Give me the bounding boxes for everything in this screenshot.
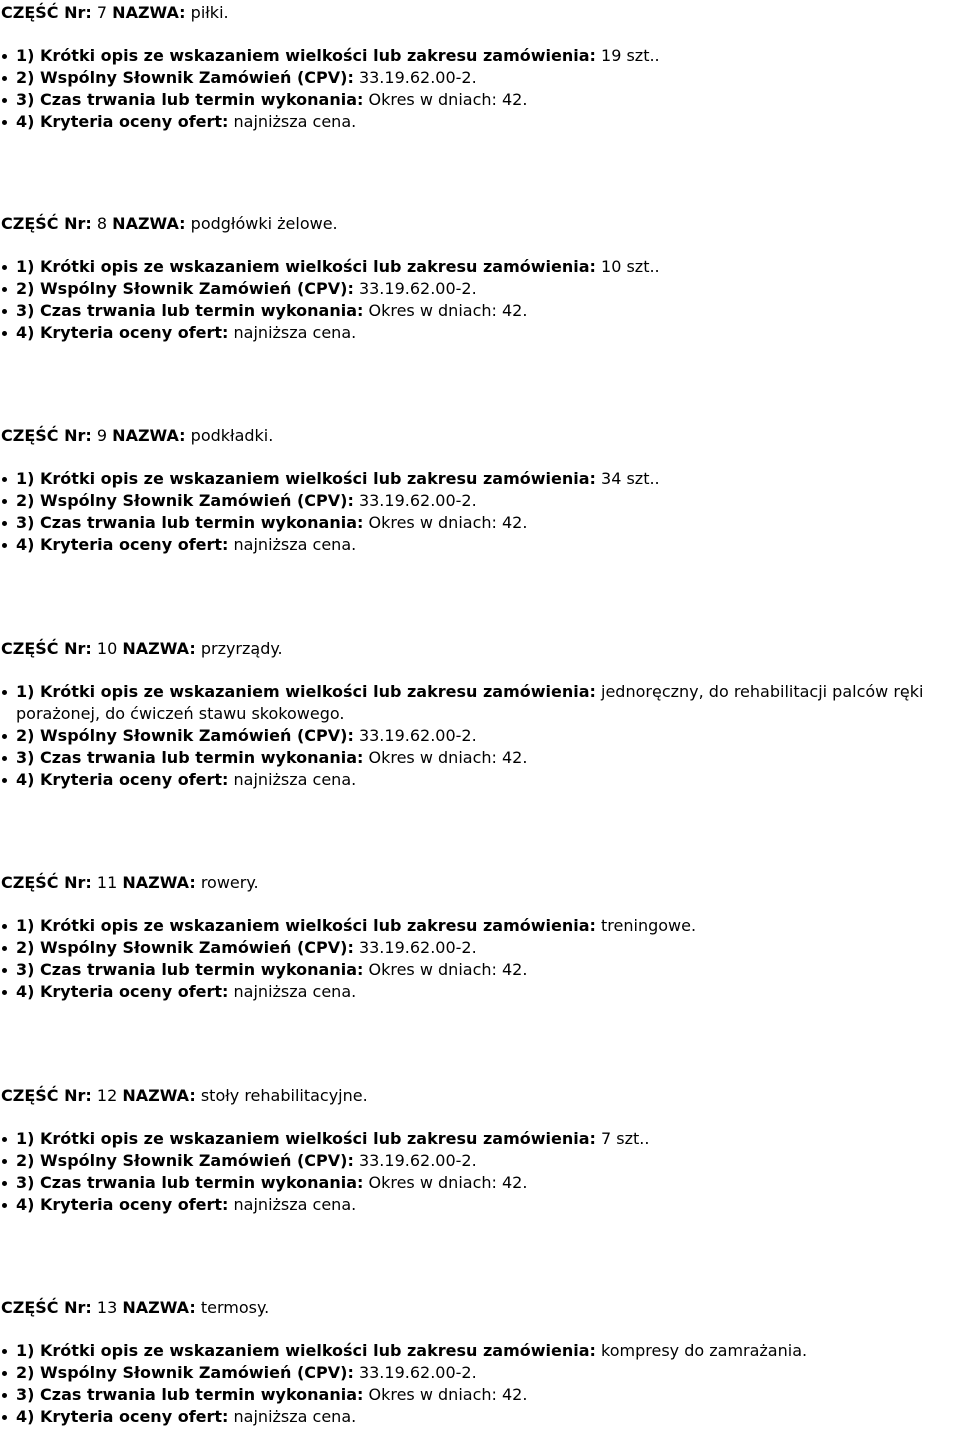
part-name-label: NAZWA: [112,426,186,445]
part-nr-label: CZĘŚĆ Nr: [1,426,92,445]
list-item [0,534,960,556]
part-heading [0,1085,960,1107]
part-nr-label: CZĘŚĆ Nr: [1,214,92,233]
list-item [0,67,960,89]
part-nr-label: CZĘŚĆ Nr: [1,639,92,658]
list-item [0,512,960,534]
part-nr: 12 [96,1086,118,1105]
item-value: jednoręczny, do rehabilitacji palców ręki porażonej, do ćwiczeń stawu skokowego. [16,682,924,723]
part-heading [0,1297,960,1319]
item-value: 33.19.62.00-2. [358,68,477,87]
item-value: najniższa cena. [233,112,357,131]
part-details-list [0,45,960,133]
part-section [0,872,960,1003]
list-item [0,256,960,278]
part-name-label: NAZWA: [122,1298,196,1317]
part-name: termosy. [200,1298,270,1317]
item-label: 2) Wspólny Słownik Zamówień (CPV): [16,68,354,87]
item-label: 3) Czas trwania lub termin wykonania: [16,960,364,979]
list-item [0,959,960,981]
part-name-label: NAZWA: [122,873,196,892]
part-name: przyrządy. [200,639,283,658]
item-value: 33.19.62.00-2. [358,279,477,298]
part-details-list [0,1340,960,1428]
list-item [0,1406,960,1428]
item-value: 7 szt.. [601,1129,650,1148]
item-label: 4) Kryteria oceny ofert: [16,982,229,1001]
item-label: 4) Kryteria oceny ofert: [16,112,229,131]
part-details-list [0,681,960,791]
part-nr: 9 [96,426,108,445]
item-label: 3) Czas trwania lub termin wykonania: [16,748,364,767]
part-section [0,425,960,556]
item-label: 4) Kryteria oceny ofert: [16,1407,229,1426]
part-heading [0,872,960,894]
list-item [0,322,960,344]
item-label: 1) Krótki opis ze wskazaniem wielkości lub zakresu zamówienia: [16,469,596,488]
part-name: podkładki. [190,426,274,445]
item-label: 4) Kryteria oceny ofert: [16,770,229,789]
list-item [0,981,960,1003]
part-name-label: NAZWA: [112,3,186,22]
item-label: 2) Wspólny Słownik Zamówień (CPV): [16,1363,354,1382]
part-section [0,1085,960,1216]
list-item [0,681,960,725]
item-value: najniższa cena. [233,1407,357,1426]
item-value: treningowe. [601,916,697,935]
item-label: 2) Wspólny Słownik Zamówień (CPV): [16,1151,354,1170]
item-label: 1) Krótki opis ze wskazaniem wielkości lub zakresu zamówienia: [16,257,596,276]
list-item [0,769,960,791]
part-name-label: NAZWA: [122,1086,196,1105]
item-label: 1) Krótki opis ze wskazaniem wielkości lub zakresu zamówienia: [16,1341,596,1360]
part-name-label: NAZWA: [122,639,196,658]
list-item [0,278,960,300]
part-nr-label: CZĘŚĆ Nr: [1,1086,92,1105]
item-label: 3) Czas trwania lub termin wykonania: [16,1385,364,1404]
list-item [0,45,960,67]
part-name: piłki. [190,3,229,22]
part-nr-label: CZĘŚĆ Nr: [1,873,92,892]
part-heading [0,213,960,235]
part-name: rowery. [200,873,259,892]
item-label: 2) Wspólny Słownik Zamówień (CPV): [16,726,354,745]
item-value: najniższa cena. [233,982,357,1001]
list-item [0,1362,960,1384]
part-section [0,2,960,133]
part-section [0,1297,960,1428]
item-label: 2) Wspólny Słownik Zamówień (CPV): [16,279,354,298]
list-item [0,89,960,111]
item-value: 33.19.62.00-2. [358,726,477,745]
item-label: 3) Czas trwania lub termin wykonania: [16,513,364,532]
item-value: Okres w dniach: 42. [368,960,528,979]
list-item [0,300,960,322]
item-value: 33.19.62.00-2. [358,938,477,957]
item-value: Okres w dniach: 42. [368,1173,528,1192]
list-item [0,725,960,747]
part-nr: 7 [96,3,108,22]
list-item [0,1150,960,1172]
item-label: 4) Kryteria oceny ofert: [16,1195,229,1214]
list-item [0,1172,960,1194]
list-item [0,468,960,490]
part-name-label: NAZWA: [112,214,186,233]
part-nr: 11 [96,873,118,892]
list-item [0,1340,960,1362]
part-heading [0,638,960,660]
item-value: Okres w dniach: 42. [368,748,528,767]
list-item [0,111,960,133]
item-value: 33.19.62.00-2. [358,1363,477,1382]
item-label: 3) Czas trwania lub termin wykonania: [16,1173,364,1192]
list-item [0,490,960,512]
list-item [0,1384,960,1406]
list-item [0,1128,960,1150]
part-nr-label: CZĘŚĆ Nr: [1,3,92,22]
item-value: Okres w dniach: 42. [368,301,528,320]
part-nr: 10 [96,639,118,658]
item-label: 4) Kryteria oceny ofert: [16,323,229,342]
item-value: najniższa cena. [233,323,357,342]
item-value: najniższa cena. [233,535,357,554]
list-item [0,1194,960,1216]
part-heading [0,2,960,24]
item-label: 2) Wspólny Słownik Zamówień (CPV): [16,491,354,510]
item-label: 1) Krótki opis ze wskazaniem wielkości lub zakresu zamówienia: [16,916,596,935]
item-value: 19 szt.. [601,46,660,65]
item-value: Okres w dniach: 42. [368,513,528,532]
item-value: 10 szt.. [601,257,660,276]
part-nr: 8 [96,214,108,233]
item-value: Okres w dniach: 42. [368,1385,528,1404]
part-section [0,638,960,791]
list-item [0,747,960,769]
part-nr-label: CZĘŚĆ Nr: [1,1298,92,1317]
item-value: 33.19.62.00-2. [358,1151,477,1170]
part-details-list [0,256,960,344]
item-value: kompresy do zamrażania. [601,1341,808,1360]
item-label: 1) Krótki opis ze wskazaniem wielkości lub zakresu zamówienia: [16,46,596,65]
list-item [0,937,960,959]
part-name: podgłówki żelowe. [190,214,338,233]
part-name: stoły rehabilitacyjne. [200,1086,368,1105]
list-item [0,915,960,937]
item-label: 4) Kryteria oceny ofert: [16,535,229,554]
part-heading [0,425,960,447]
part-details-list [0,468,960,556]
part-details-list [0,915,960,1003]
item-value: najniższa cena. [233,1195,357,1214]
part-details-list [0,1128,960,1216]
item-label: 2) Wspólny Słownik Zamówień (CPV): [16,938,354,957]
item-label: 3) Czas trwania lub termin wykonania: [16,301,364,320]
item-label: 1) Krótki opis ze wskazaniem wielkości lub zakresu zamówienia: [16,1129,596,1148]
item-value: 34 szt.. [601,469,660,488]
item-label: 3) Czas trwania lub termin wykonania: [16,90,364,109]
item-value: 33.19.62.00-2. [358,491,477,510]
part-nr: 13 [96,1298,118,1317]
item-label: 1) Krótki opis ze wskazaniem wielkości lub zakresu zamówienia: [16,682,596,701]
item-value: najniższa cena. [233,770,357,789]
part-section [0,213,960,344]
item-value: Okres w dniach: 42. [368,90,528,109]
